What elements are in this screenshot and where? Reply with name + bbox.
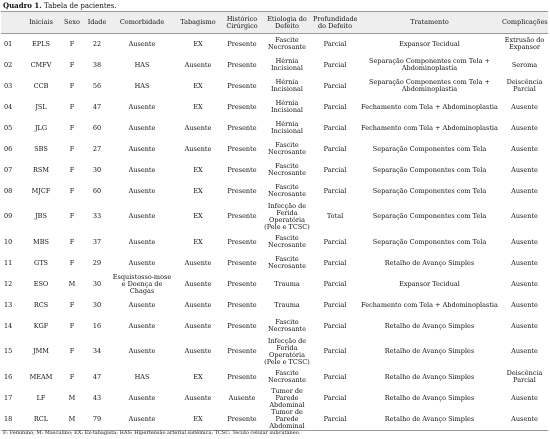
table-cell: Ausente [184,321,212,330]
table-cell: Parcial [323,123,347,132]
table-cell: 02 [4,60,13,69]
table-cell: Parcial [323,279,347,288]
header-cell: Histórico Cirúrgico [222,12,262,34]
table-cell: Hérnia Incisional [271,99,303,114]
header-cell: Tratamento [358,12,501,34]
table-row [1,388,548,409]
table-row [1,139,548,160]
table-cell: Parcial [323,393,347,402]
table-cell: Fascite Necrosante [267,141,307,156]
table-cell: Hérnia Incisional [271,78,303,93]
table-cell: Ausente [128,258,156,267]
table-cell: 16 [92,321,102,330]
table-cell: Ausente [184,279,212,288]
table-cell: Ausente [128,212,156,220]
table-cell: Fechamento com Tela + Abdominoplastia [361,102,498,111]
table-row [1,181,548,202]
table-cell: Parcial [323,186,347,195]
table-cell: 47 [92,372,102,381]
table-cell: Ausente [128,321,156,330]
table-cell: Retalho de Avanço Simples [358,409,501,431]
table-cell: 14 [4,321,13,330]
table-cell: Fechamento com Tela + Abdominoplastia [361,123,498,132]
table-cell: Tumor de Parede Abdominal [269,387,305,409]
table-cell: F [69,60,75,69]
table-cell: Presente [227,300,257,309]
table-cell: Separação Componentes com Tela + Abdominoplastia [369,57,490,72]
table-cell: F [69,144,75,153]
table-cell: Ausente [511,102,538,111]
table-cell: EPLS [32,39,50,48]
table-cell: M [68,393,76,402]
table-cell: Separação Componentes com Tela + Abdominoplastia [369,78,490,93]
table-cell: Ausente [184,123,212,132]
table-cell: Tumor de Parede Abdominal [262,409,312,431]
table-row [1,295,548,316]
table-cell: Ausente [511,212,538,220]
table-cell: HAS [134,81,150,90]
table-cell: F [69,258,75,267]
header-cell: Tabagismo [174,12,222,34]
table-cell: Fascite Necrosante [267,162,307,177]
table-cell: F [69,372,75,381]
table-cell: Presente [227,212,257,220]
table-cell: 16 [4,372,13,381]
table-cell: Presente [227,144,257,153]
header-cell: Idade [84,12,110,34]
table-cell: Presente [227,81,257,90]
table-cell: Ausente [184,144,212,153]
table-cell: SBS [34,144,48,153]
table-cell: ESO [33,279,49,288]
table-cell: RSM [32,165,49,174]
table-cell: Retalho de Avanço Simples [384,321,475,330]
table-cell: 43 [92,393,102,402]
table-row [1,316,548,337]
table-cell: Presente [227,39,257,48]
table-cell: 38 [92,60,102,69]
table-cell: Seroma [511,60,538,69]
table-cell: HAS [134,60,150,69]
table-cell: Deiscência Parcial [506,369,543,384]
table-cell: M [60,409,84,431]
table-cell: Ausente [128,300,156,309]
table-cell: Separação Componentes com Tela [372,165,487,174]
header-cell: Etiologia do Defeito [262,12,312,34]
table-cell: Separação Componentes com Tela [372,144,487,153]
table-row [1,409,548,431]
table-cell: Parcial [323,347,347,355]
table-cell: 34 [92,347,102,355]
table-cell: Parcial [323,144,347,153]
table-cell: 11 [4,258,13,267]
table-body [1,34,548,431]
table-cell: F [69,186,75,195]
table-cell: Presente [227,186,257,195]
table-cell: Trauma [274,300,300,309]
table-cell: Fascite Necrosante [267,234,307,249]
table-cell: 09 [4,212,13,220]
table-cell: 22 [92,39,102,48]
table-cell: Presente [227,347,257,355]
table-cell: 12 [4,279,13,288]
table-cell: 18 [1,409,22,431]
table-cell: M [68,279,76,288]
table-cell: Extrusão do Expansor [504,36,545,52]
table-cell: Parcial [323,81,347,90]
table-cell: Separação Componentes com Tela [372,212,487,220]
table-cell: Retalho de Avanço Simples [384,372,475,381]
table-cell: Hérnia Incisional [271,57,303,72]
table-cell: Ausente [511,279,538,288]
caption-text: Tabela de pacientes. [43,2,117,10]
table-cell: F [69,81,75,90]
table-cell: 07 [4,165,13,174]
table-cell: Parcial [312,409,358,431]
table-cell: 79 [84,409,110,431]
table-cell: EX [193,81,203,90]
table-cell: Deiscência Parcial [506,78,543,93]
table-cell: 56 [92,81,102,90]
table-cell: Presente [227,123,257,132]
table-cell: F [69,321,75,330]
table-cell: F [69,347,75,355]
table-cell: Parcial [323,258,347,267]
table-caption [3,2,117,10]
table-cell: Ausente [184,393,212,402]
table-cell: 17 [4,393,13,402]
table-cell: Ausente [128,102,156,111]
table-cell: Ausente [184,258,212,267]
table-cell: EX [193,165,203,174]
table-cell: Parcial [323,237,347,246]
table-cell: Ausente [511,300,538,309]
table-cell: CMFV [30,60,52,69]
table-cell: Ausente [128,237,156,246]
table-cell: 30 [92,279,102,288]
table-cell: MEAM [29,372,53,381]
table-cell: 37 [92,237,102,246]
table-cell: JMM [33,347,49,355]
header-cell [1,12,22,34]
table-cell: EX [193,39,203,48]
table-cell: Expansor Tecidual [399,279,460,288]
header-cell: Complicações [501,12,548,34]
table-cell: 47 [92,102,102,111]
table-cell: JLG [34,123,48,132]
table-cell: Ausente [511,258,538,267]
table-cell: F [69,102,75,111]
table-cell: EX [193,237,203,246]
table-cell: 08 [4,186,13,195]
table-cell: Ausente [184,60,212,69]
table-cell: Ausente [511,186,538,195]
table-cell: 60 [92,123,102,132]
table-cell: F [69,237,75,246]
table-cell: Infecção de Ferida Operatória (Pele e TCSC) [264,336,310,366]
table-cell: Ausente [511,393,538,402]
table-cell: Ausente [511,165,538,174]
table-cell: F [69,165,75,174]
header-cell: Profundidade do Defeito [312,12,358,34]
table-row [1,55,548,76]
table-cell: Ausente [128,165,156,174]
table-cell: Parcial [323,60,347,69]
table-cell: 27 [92,144,102,153]
table-cell: KGF [33,321,49,330]
table-cell: Separação Componentes com Tela [372,186,487,195]
table-cell: Retalho de Avanço Simples [384,347,475,355]
table-cell: JBS [35,212,47,220]
table-row [1,253,548,274]
table-cell: Fascite Necrosante [267,36,307,52]
table-cell: RCS [33,300,49,309]
table-cell: Ausente [511,347,538,355]
table-cell: JSL [35,102,47,111]
table-cell: 05 [4,123,13,132]
table-cell: Infecção de Ferida Operatória (Pele e TCSC) [264,201,310,231]
table-cell: LF [36,393,46,402]
table-cell: 30 [92,300,102,309]
table-cell: Presente [227,258,257,267]
table-cell: Fechamento com Tela + Abdominoplastia [361,300,498,309]
table-cell: Ausente [110,409,174,431]
table-cell: F [69,300,75,309]
table-cell: 13 [4,300,13,309]
table-cell: CCB [33,81,49,90]
table-cell: Ausente [511,237,538,246]
table-cell: Ausente [128,186,156,195]
table-row [1,274,548,295]
table-cell: Presente [227,60,257,69]
table-footnote: F: Feminino; M: Masculino; EX: Ex-tabagista; HAS: Hipertensão arterial sistêmica; TCSC: Tecido celular subcutâneo. [3,430,301,436]
table-cell: 60 [92,186,102,195]
table-cell: F [69,123,75,132]
table-cell: EX [193,186,203,195]
table-cell: Presente [222,409,262,431]
table-cell: Presente [227,279,257,288]
table-row [1,34,548,55]
table-cell: Presente [227,102,257,111]
table-cell: Hérnia Incisional [271,120,303,135]
table-cell: HAS [134,372,150,381]
table-cell: MJCF [31,186,51,195]
table-cell: Ausente [511,321,538,330]
table-cell: 03 [4,81,13,90]
table-cell: EX [193,212,203,220]
table-cell: Ausente [128,347,156,355]
table-cell: Parcial [323,102,347,111]
table-cell: 06 [4,144,13,153]
table-cell: EX [193,372,203,381]
table-cell: 04 [4,102,13,111]
table-cell: Separação Componentes com Tela [372,237,487,246]
table-cell: Total [326,212,344,220]
table-row [1,97,548,118]
table-cell: Retalho de Avanço Simples [384,258,475,267]
table-cell: Expansor Tecidual [399,39,460,48]
table-row [1,337,548,367]
table-cell: 30 [92,165,102,174]
table-cell: Ausente [511,123,538,132]
table-cell: Presente [227,321,257,330]
table-cell: Ausente [501,409,548,431]
table-cell: MBS [33,237,49,246]
table-cell: Parcial [323,39,347,48]
table-row [1,232,548,253]
table-cell: Ausente [184,300,212,309]
table-cell: Fascite Necrosante [267,255,307,270]
header-cell: Iniciais [22,12,60,34]
table-cell: EX [193,102,203,111]
table-cell: Retalho de Avanço Simples [384,393,475,402]
header-cell: Sexo [60,12,84,34]
table-cell: Presente [227,237,257,246]
table-cell: GTS [34,258,48,267]
table-cell: 10 [4,237,13,246]
table-cell: Ausente [128,39,156,48]
table-cell: Ausente [128,393,156,402]
table-cell: Presente [227,165,257,174]
table-cell: F [69,39,75,48]
table-cell: 33 [92,212,102,220]
table-cell: Esquistosso-mose e Doença de Chagas [112,273,172,295]
header-cell: Comorbidade [110,12,174,34]
table-header-row [1,12,548,34]
table-cell: Ausente [228,393,256,402]
table-cell: Parcial [323,372,347,381]
table-cell: RCL [22,409,60,431]
table-cell: Parcial [323,165,347,174]
table-cell: Ausente [184,347,212,355]
table-row [1,202,548,232]
table-cell: Parcial [323,321,347,330]
table-cell: EX [174,409,222,431]
table-cell: Fascite Necrosante [267,369,307,384]
table-cell: 01 [4,39,13,48]
table-cell: Fascite Necrosante [267,183,307,198]
table-cell: Ausente [128,123,156,132]
table-cell: Ausente [511,144,538,153]
table-cell: Fascite Necrosante [267,318,307,333]
table-cell: Parcial [323,300,347,309]
table-cell: F [69,212,75,220]
caption-label: Quadro 1. [3,1,42,10]
table-cell: Presente [227,372,257,381]
table-row [1,367,548,388]
table-row [1,76,548,97]
table-cell: 15 [4,347,13,355]
table-cell: Trauma [274,279,300,288]
table-row [1,160,548,181]
table-cell: 29 [92,258,102,267]
patients-table [1,11,548,431]
table-cell: Ausente [128,144,156,153]
table-row [1,118,548,139]
